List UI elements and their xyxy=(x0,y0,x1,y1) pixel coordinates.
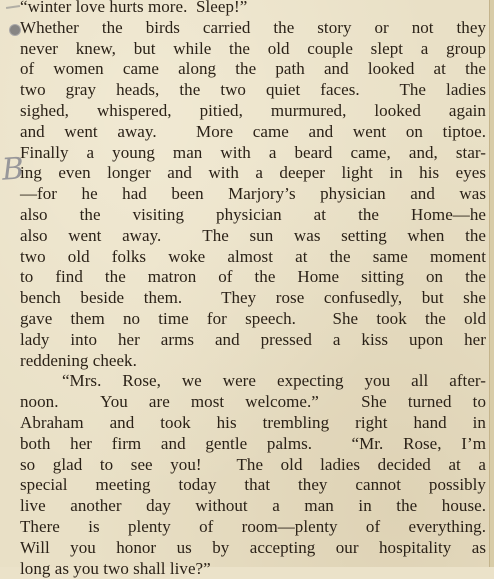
ink-dot-mark xyxy=(10,25,20,35)
text-line: live another day without a man in the house. xyxy=(20,496,486,516)
text-line: two gray heads, the two quiet faces. The ladies xyxy=(20,80,486,100)
text-line: long as you two shall live?” xyxy=(20,558,211,578)
text-line: Will you honor us by accepting our hospitality as xyxy=(20,537,486,557)
text-line: lady into her arms and pressed a kiss upon her xyxy=(20,329,486,349)
text-line: There is plenty of room—plenty of everything. xyxy=(20,516,486,536)
text-line: reddening cheek. xyxy=(20,350,137,370)
text-line: also the visiting physician at the Home—he xyxy=(20,204,486,224)
text-line: so glad to see you! The old ladies decided at a xyxy=(20,454,486,474)
text-line: Whether the birds carried the story or not they xyxy=(20,17,486,37)
text-line: to find the matron of the Home sitting on the xyxy=(20,267,486,287)
text-line: special meeting today that they cannot possibly xyxy=(20,475,486,495)
text-line: also went away. The sun was setting when the xyxy=(20,225,486,245)
text-line: and went away. More came and went on tiptoe. xyxy=(20,121,486,141)
pencil-tick-mark xyxy=(6,5,20,9)
text-line: two old folks woke almost at the same moment xyxy=(20,246,486,266)
text-line: sighed, whispered, pitied, murmured, looked again xyxy=(20,100,486,120)
text-line: gave them no time for speech. She took the old xyxy=(20,308,486,328)
text-line: noon. You are most welcome.” She turned to xyxy=(20,392,486,412)
margin-handwritten-letter: B xyxy=(0,151,26,188)
text-line: bench beside them. They rose confusedly, but she xyxy=(20,288,486,308)
text-line: ing even longer and with a deeper light in his eyes xyxy=(20,163,486,183)
text-line: “winter love hurts more. Sleep!” xyxy=(20,0,248,16)
text-line: never knew, but while the old couple slept a group xyxy=(20,38,486,58)
text-line: both her firm and gentle palms. “Mr. Rose, I’m xyxy=(20,433,486,453)
text-line: of women came along the path and looked at the xyxy=(20,59,486,79)
text-line: Finally a young man with a beard came, and, star- xyxy=(20,142,486,162)
article-text-column xyxy=(20,0,486,579)
clipping-edge xyxy=(489,0,494,567)
text-line: —for he had been Marjory’s physician and was xyxy=(20,184,486,204)
text-line: Abraham and took his trembling right hand in xyxy=(20,412,486,432)
text-line: “Mrs. Rose, we were expecting you all after- xyxy=(20,371,486,391)
